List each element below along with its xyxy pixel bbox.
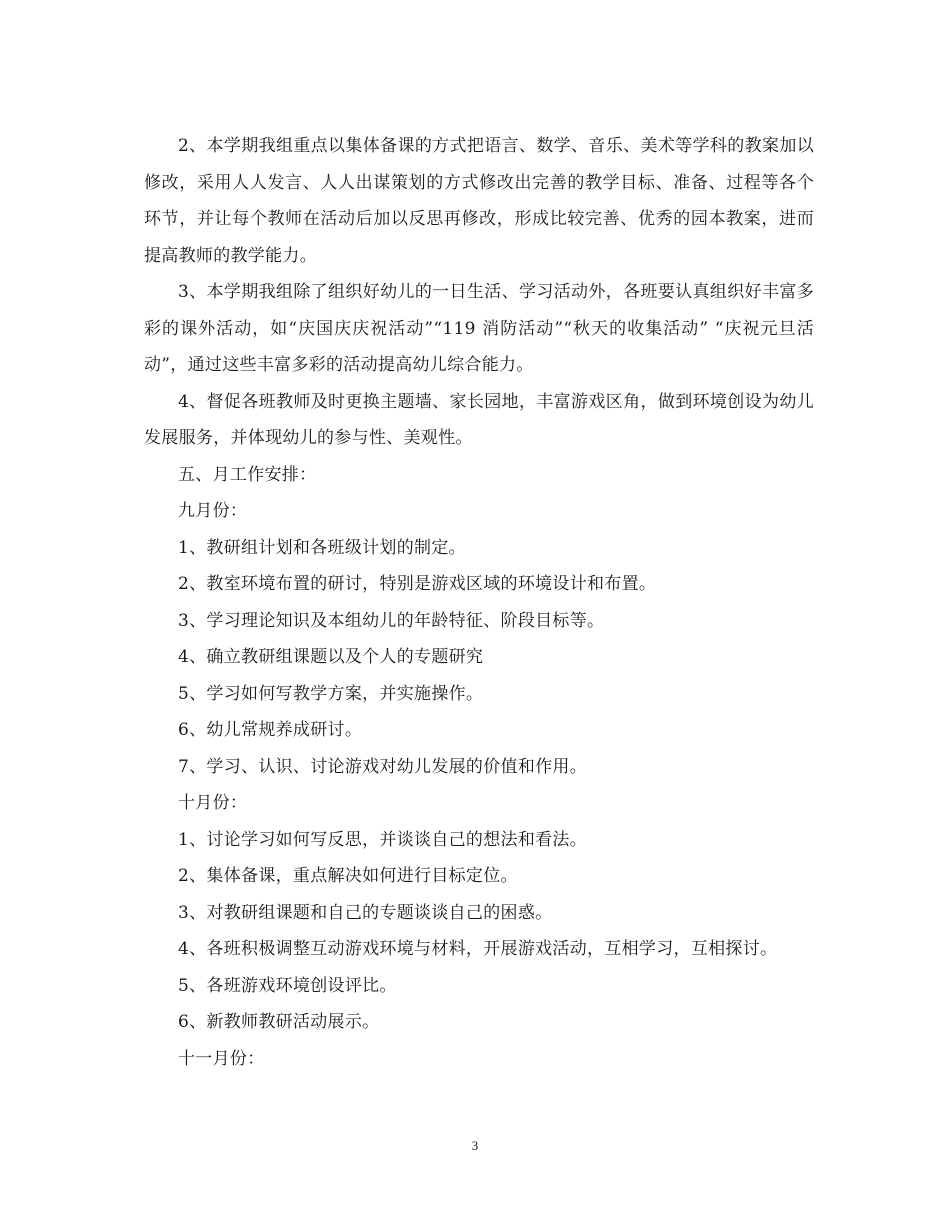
month-heading-october: 十月份： bbox=[178, 793, 248, 813]
page-number: 3 bbox=[471, 1138, 479, 1153]
list-item: 6、新教师教研活动展示。 bbox=[178, 1012, 380, 1032]
paragraph-lesson-planning: 2、本学期我组重点以集体备课的方式把语言、数学、音乐、美术等学科的教案加以修改，采用人人发言、人人出谋策划的方式修改出完善的教学目标、准备、过程等各个环节，并让每个教师在活动后加以反思再修改，形成比较完善、优秀的园本教案，进而提高教师的教学能力。 bbox=[144, 136, 814, 266]
list-item: 5、学习如何写教学方案，并实施操作。 bbox=[178, 683, 484, 704]
paragraph-environment-creation: 4、督促各班教师及时更换主题墙、家长园地，丰富游戏区角，做到环境创设为幼儿发展服务，并体现幼儿的参与性、美观性。 bbox=[144, 391, 814, 448]
list-item: 5、各班游戏环境创设评比。 bbox=[178, 975, 397, 996]
list-item: 3、对教研组课题和自己的专题谈谈自己的困惑。 bbox=[178, 902, 553, 923]
list-item: 2、集体备课，重点解决如何进行目标定位。 bbox=[178, 866, 518, 886]
list-item: 1、讨论学习如何写反思，并谈谈自己的想法和看法。 bbox=[178, 829, 588, 850]
list-item: 4、各班积极调整互动游戏环境与材料，开展游戏活动，互相学习，互相探讨。 bbox=[178, 939, 778, 959]
list-item: 2、教室环境布置的研讨，特别是游戏区域的环境设计和布置。 bbox=[178, 574, 657, 594]
section-heading-monthly-schedule: 五、月工作安排： bbox=[178, 464, 317, 485]
list-item: 7、学习、认识、讨论游戏对幼儿发展的价值和作用。 bbox=[178, 756, 588, 777]
month-heading-september: 九月份： bbox=[178, 501, 248, 521]
list-item: 3、学习理论知识及本组幼儿的年龄特征、阶段目标等。 bbox=[178, 610, 605, 631]
list-item: 4、确立教研组课题以及个人的专题研究 bbox=[178, 647, 484, 667]
month-heading-november: 十一月份： bbox=[178, 1048, 265, 1069]
document-body bbox=[144, 128, 814, 1077]
list-item: 6、幼儿常规养成研讨。 bbox=[178, 720, 363, 740]
list-item: 1、教研组计划和各班级计划的制定。 bbox=[178, 537, 466, 558]
paragraph-extracurricular-activities: 3、本学期我组除了组织好幼儿的一日生活、学习活动外，各班要认真组织好丰富多彩的课外活动，如“庆国庆庆祝活动”“119 消防活动”“秋天的收集活动” “庆祝元旦活动”，通过这些丰富多彩的活动提高幼儿综合能力。 bbox=[144, 282, 814, 375]
